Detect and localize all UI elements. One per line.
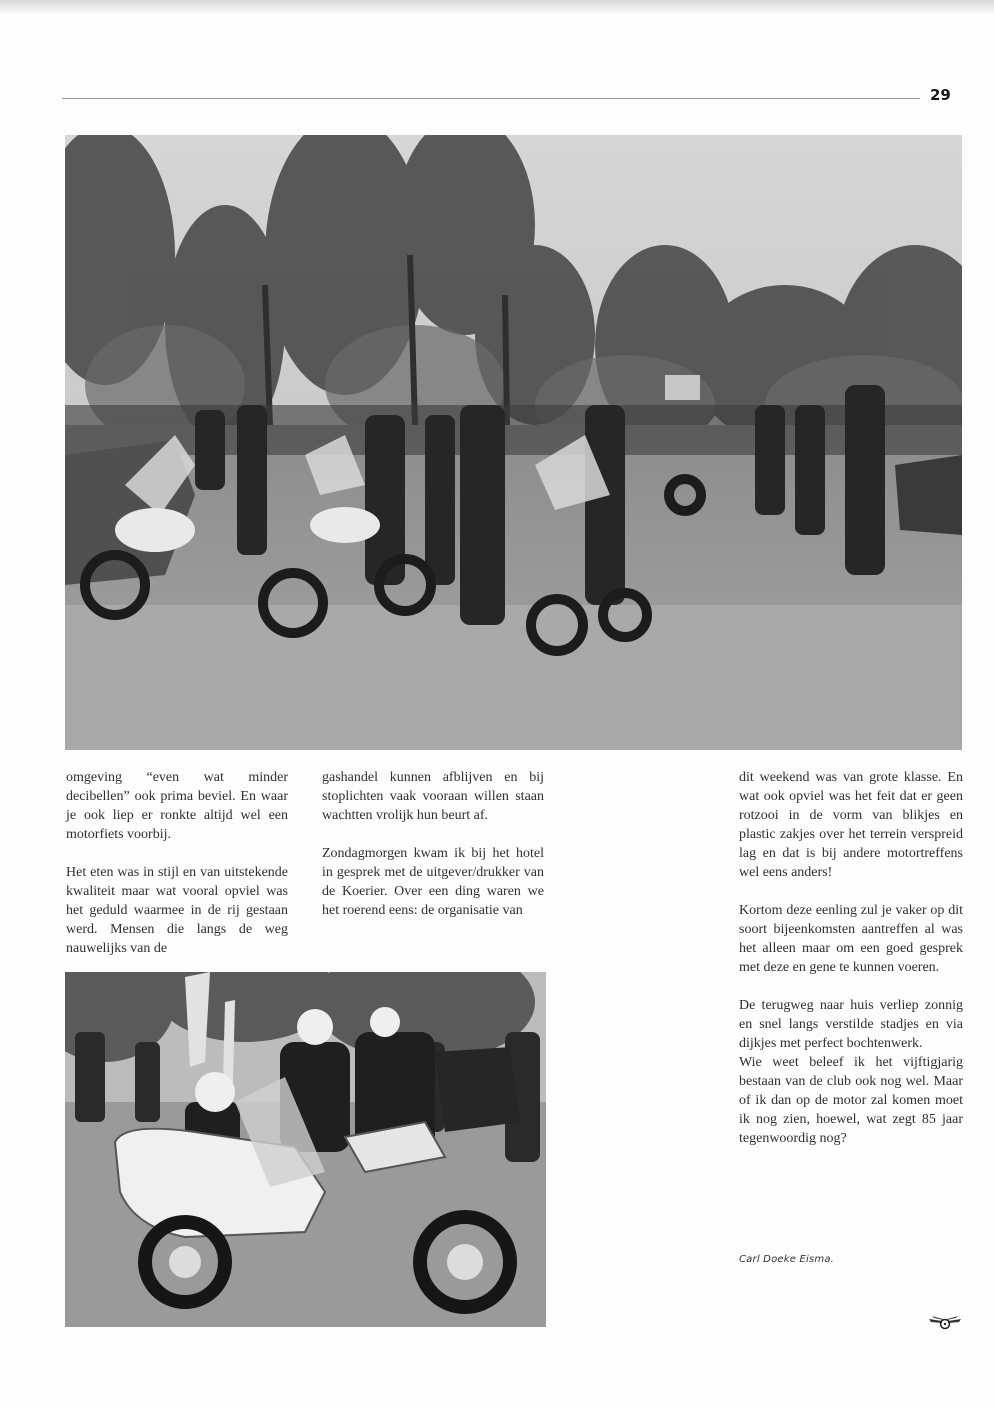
paragraph: dit weekend was van grote klasse. En wat ook opviel was het feit dat er geen rotzooi in de vorm van blikjes en plastic zakjes over het terrein verspreid lag en dat is bij andere motortreffens wel eens anders! bbox=[739, 770, 963, 880]
paragraph: De terugweg naar huis verliep zonnig en snel langs verstilde stadjes en via dijkjes met perfect bochtenwerk. bbox=[739, 998, 963, 1051]
author-signature: Carl Doeke Eisma. bbox=[739, 1254, 835, 1265]
text-column-2 bbox=[322, 768, 544, 920]
page-number: 29 bbox=[930, 86, 951, 104]
text-column-3 bbox=[739, 768, 963, 1148]
paragraph: Zondagmorgen kwam ik bij het hotel in gesprek met de uitgever/drukker van de Koerier. Over een ding waren we het roerend eens: de organisatie van bbox=[322, 846, 544, 918]
photo-motorcycle-gathering-icon bbox=[65, 135, 962, 750]
paragraph: gashandel kunnen afblijven en bij stoplichten vaak vooraan willen staan wachtten vrolijk hun beurt af. bbox=[322, 770, 544, 823]
scan-edge bbox=[0, 0, 994, 14]
header-rule bbox=[62, 98, 920, 99]
winged-wheel-logo-icon bbox=[928, 1313, 962, 1331]
paragraph: Het eten was in stijl en van uitstekende kwaliteit maar wat vooral opviel was het geduld waarmee in de rij gestaan werd. Mensen die langs de weg nauwelijks van de bbox=[66, 865, 288, 956]
paragraph: omgeving “even wat minder decibellen” ook prima beviel. En waar je ook liep er ronkte altijd wel een motorfiets voorbij. bbox=[66, 770, 288, 842]
paragraph: Wie weet beleef ik het vijftigjarig bestaan van de club ook nog wel. Maar of ik dan op de motor zal komen moet ik nog zien, hoewel, wat zegt 85 jaar tegenwoordig nog? bbox=[739, 1055, 963, 1146]
paragraph: Kortom deze eenling zul je vaker op dit soort bijeenkomsten aantreffen al was het alleen maar om een goed gesprek met deze en gene te kunnen voeren. bbox=[739, 903, 963, 975]
photo-sidecar-motorcycle-icon bbox=[65, 972, 546, 1327]
text-column-1 bbox=[66, 768, 288, 958]
